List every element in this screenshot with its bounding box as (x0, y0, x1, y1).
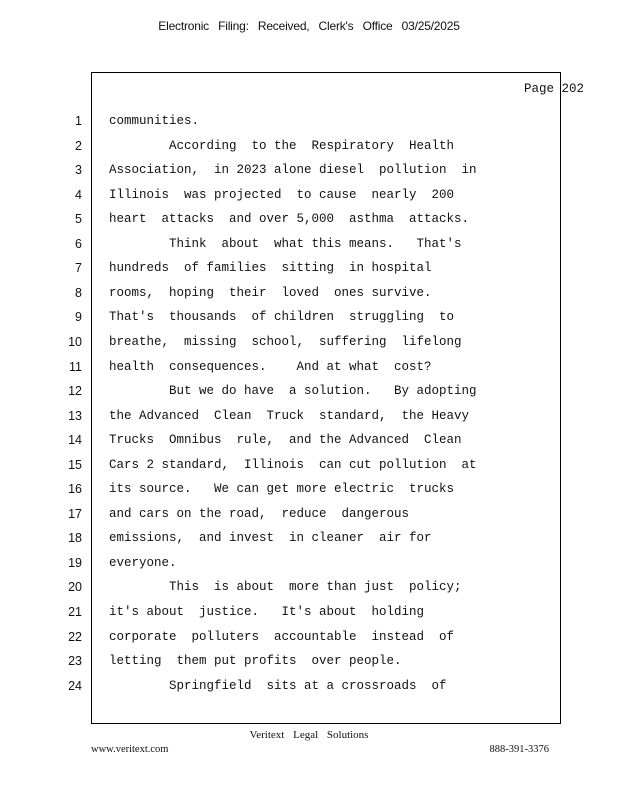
line-number: 13 (68, 408, 82, 423)
line-number: 4 (75, 187, 82, 202)
transcript-line: Trucks Omnibus rule, and the Advanced Clean (109, 433, 462, 448)
transcript-line: its source. We can get more electric trucks (109, 482, 455, 497)
transcript-line: the Advanced Clean Truck standard, the Heavy (109, 408, 470, 423)
transcript-line: Springfield sits at a crossroads of (109, 678, 447, 693)
transcript-line: communities. (109, 114, 200, 128)
line-number: 2 (75, 138, 82, 153)
line-number: 20 (68, 580, 82, 595)
line-number: 11 (69, 359, 82, 374)
line-number: 8 (75, 285, 82, 300)
transcript-line: Cars 2 standard, Illinois can cut pollution at (109, 457, 477, 472)
transcript-line: breathe, missing school, suffering lifelong (109, 334, 462, 349)
line-number: 1 (75, 114, 82, 128)
line-number: 10 (68, 334, 82, 349)
transcript-line: rooms, hoping their loved ones survive. (109, 285, 432, 300)
transcript-line: heart attacks and over 5,000 asthma attacks. (109, 212, 470, 227)
line-number: 15 (68, 457, 82, 472)
line-number: 22 (68, 629, 82, 644)
page-number: Page 202 (523, 82, 584, 96)
line-number: 12 (68, 384, 82, 399)
line-number: 14 (68, 433, 82, 448)
transcript-line: hundreds of families sitting in hospital (109, 261, 432, 276)
transcript-line: and cars on the road, reduce dangerous (109, 506, 410, 521)
line-number: 23 (68, 654, 82, 669)
transcript-line: letting them put profits over people. (109, 654, 402, 669)
transcript-line: Illinois was projected to cause nearly 200 (109, 187, 455, 202)
transcript-line: corporate polluters accountable instead of (109, 629, 455, 644)
line-number: 16 (68, 482, 82, 497)
transcript-line: According to the Respiratory Health (109, 138, 455, 153)
footer-company: Veritext Legal Solutions (249, 729, 369, 741)
line-number: 9 (75, 310, 82, 325)
filing-header: Electronic Filing: Received, Clerk's Office 03/25/2025 (158, 19, 460, 33)
line-number: 7 (75, 261, 82, 276)
transcript-line: Think about what this means. That's (109, 236, 462, 251)
transcript-line: That's thousands of children struggling to (109, 310, 455, 325)
line-number: 18 (68, 531, 82, 546)
line-number: 24 (68, 678, 82, 693)
line-number: 21 (68, 605, 82, 619)
line-number: 3 (75, 163, 82, 178)
transcript-line: health consequences. And at what cost? (109, 359, 432, 374)
transcript-line: Association, in 2023 alone diesel pollution in (109, 163, 477, 178)
footer-website: www.veritext.com (91, 744, 169, 755)
line-number: 6 (75, 236, 82, 251)
transcript-line: it's about justice. It's about holding (109, 605, 425, 619)
line-number: 17 (68, 506, 82, 521)
line-number: 19 (68, 555, 82, 570)
transcript-line: emissions, and invest in cleaner air for (109, 531, 432, 546)
footer-phone: 888-391-3376 (489, 744, 549, 755)
transcript-line: everyone. (109, 555, 177, 570)
transcript-line: This is about more than just policy; (109, 580, 462, 595)
transcript-line: But we do have a solution. By adopting (109, 384, 477, 399)
line-number: 5 (75, 212, 82, 227)
